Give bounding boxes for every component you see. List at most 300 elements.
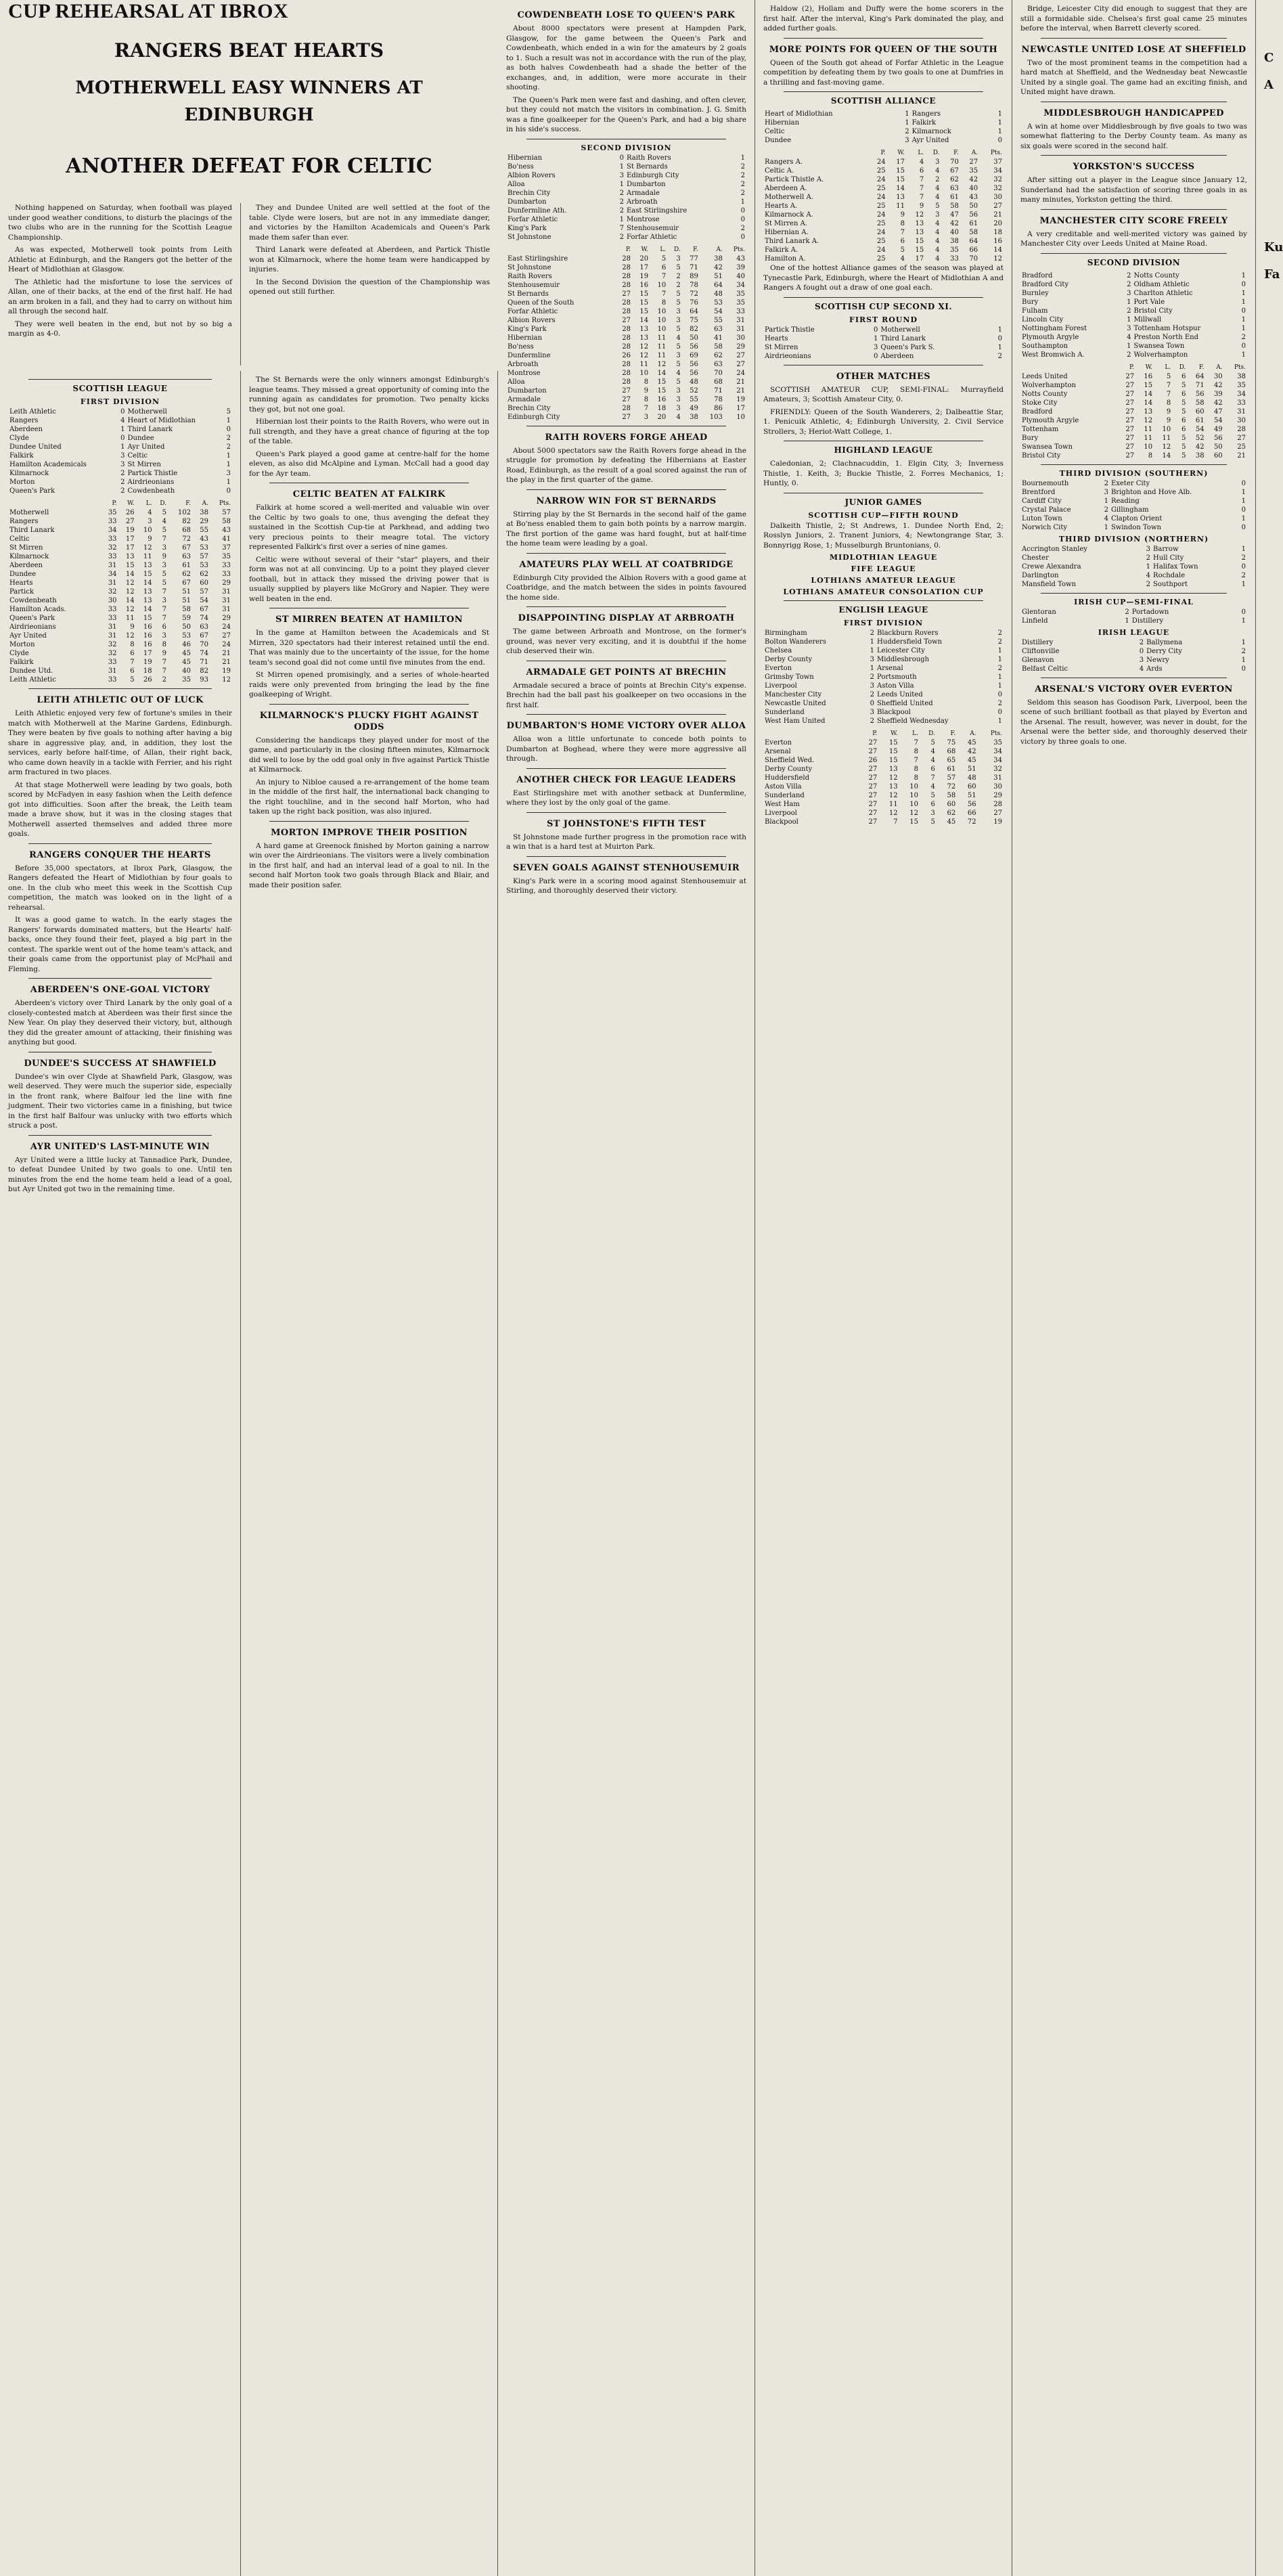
stat-a: 41: [714, 334, 723, 342]
home-score: 1: [120, 443, 125, 451]
stat-f: 71: [1195, 381, 1205, 389]
team-name: Brechin City: [508, 404, 551, 412]
away-team: Aston Villa: [877, 682, 914, 690]
home-team: Accrington Stanley: [1022, 545, 1087, 553]
home-team: Partick Thistle: [765, 326, 815, 334]
results-table: [763, 110, 1004, 145]
stat-f: 61: [1195, 416, 1205, 424]
stat-a: 63: [714, 325, 723, 333]
table-row: [1020, 381, 1247, 390]
team-name: Alloa: [508, 378, 525, 386]
home-team: Belfast Celtic: [1022, 665, 1068, 673]
section-title: HIGHLAND LEAGUE: [834, 445, 933, 455]
home-team: Queen's Park: [9, 487, 55, 495]
stat-a: 53: [714, 298, 723, 307]
table-row: [763, 774, 1004, 782]
away-score: 1: [997, 128, 1002, 135]
stat-f: 56: [690, 342, 698, 351]
stat-d: 3: [162, 544, 167, 552]
team-name: Partick: [9, 588, 34, 596]
stat-d: 5: [1181, 381, 1186, 389]
column-header: L.: [145, 500, 152, 507]
home-score: 1: [874, 334, 878, 342]
stat-l: 5: [1166, 372, 1171, 380]
result-row: [1020, 665, 1247, 673]
home-team: Kilmarnock: [9, 470, 49, 477]
stat-l: 6: [919, 167, 924, 175]
stat-a: 51: [967, 792, 976, 799]
stat-l: 11: [143, 553, 152, 560]
away-team: Cowdenbeath: [127, 487, 175, 495]
stat-f: 67: [182, 579, 191, 587]
away-score: 1: [997, 656, 1002, 663]
stat-w: 12: [125, 606, 135, 613]
stat-p: 27: [868, 801, 878, 808]
stat-a: 63: [714, 360, 723, 368]
table-row: [506, 307, 746, 316]
away-team: East Stirlingshire: [626, 206, 688, 215]
stat-pts: 29: [222, 615, 231, 622]
home-team: Leith Athletic: [9, 408, 56, 416]
article-paragraph: Leith Athletic enjoyed very few of fortune's smiles in their match with Motherwell at the Marine Gardens, Edinburgh. They were beaten by five goals to nothing after having a big share in aggressive play, and, in addition, they lost the services, early before half-time, of Allan, their right back, who came down heavily in a tackle with Ferrier, and his right arm fractured in two places.: [8, 709, 232, 776]
away-team: Falkirk: [911, 119, 937, 127]
result-row: [1020, 324, 1247, 333]
stat-w: 7: [130, 659, 135, 666]
stat-f: 42: [950, 220, 959, 227]
away-score: 1: [1241, 656, 1246, 664]
stat-f: 55: [690, 395, 698, 403]
home-score: 0: [874, 352, 878, 360]
stat-w: 3: [644, 413, 649, 421]
league-table: [8, 499, 232, 684]
home-score: 2: [619, 198, 624, 206]
stat-w: 12: [125, 579, 135, 587]
table-row: [763, 747, 1004, 756]
stat-p: 32: [108, 650, 117, 657]
away-score: 5: [226, 408, 231, 416]
stat-a: 63: [200, 623, 208, 631]
article-paragraph: Alloa won a little unfortunate to concede both points to Dumbarton at Boghead, where they were more aggressive all through.: [506, 735, 746, 763]
table-row: [1020, 399, 1247, 407]
stat-d: 7: [930, 774, 935, 782]
home-score: 3: [619, 171, 624, 179]
stat-f: 51: [182, 588, 191, 596]
article-headline: AYR UNITED'S LAST-MINUTE WIN: [30, 1141, 210, 1152]
stat-w: 19: [639, 272, 649, 280]
home-team: Dunfermline Ath.: [508, 206, 567, 215]
stat-f: 58: [950, 202, 959, 210]
table-row: [506, 263, 746, 272]
table-row: [763, 228, 1004, 237]
lead-paragraph: They and Dundee United are well settled at the foot of the table. Clyde were losers, but are not in any immediate danger, and victories by the Hamilton Academicals and Queen's Park made them safer than ever.: [249, 204, 490, 242]
team-name: Stenhousemuir: [508, 281, 560, 289]
away-team: Millwall: [1133, 315, 1162, 324]
stat-pts: 34: [736, 281, 745, 289]
stat-a: 68: [714, 378, 723, 386]
stat-d: 3: [162, 632, 167, 640]
stat-pts: 30: [1237, 416, 1246, 424]
team-name: Motherwell A.: [765, 194, 813, 201]
stat-pts: 24: [222, 623, 231, 631]
stat-p: 26: [622, 351, 631, 359]
table-row: [8, 526, 232, 535]
stat-w: 6: [130, 667, 135, 675]
results-table: [1020, 479, 1247, 532]
away-score: 2: [1241, 647, 1246, 655]
away-team: Leeds United: [877, 691, 923, 698]
away-score: 0: [1241, 307, 1246, 315]
stat-a: 49: [1213, 425, 1223, 433]
table-row: [763, 184, 1004, 193]
table-row: [8, 552, 232, 561]
home-score: 3: [1104, 488, 1108, 496]
stat-f: 38: [1195, 451, 1205, 460]
section-title: SECOND DIVISION: [1087, 257, 1181, 267]
article-headline: NARROW WIN FOR ST BERNARDS: [536, 495, 717, 506]
result-row: [1020, 333, 1247, 342]
stat-pts: 33: [736, 307, 745, 315]
column-header: D.: [673, 246, 681, 253]
stat-w: 15: [1144, 381, 1153, 389]
section-title: SCOTTISH LEAGUE: [72, 384, 168, 393]
away-score: 1: [226, 479, 231, 486]
header-blank: [1020, 363, 1117, 372]
stat-f: 56: [1195, 390, 1205, 398]
stat-pts: 31: [222, 597, 231, 604]
article-paragraph: Aberdeen's victory over Third Lanark by the only goal of a closely-contested match at Aberdeen was their first since the New Year. On play they deserved their victory, but, although they did the greater amount of attacking, their finishing was anything but good.: [8, 999, 232, 1046]
stat-p: 27: [868, 774, 878, 782]
home-score: 3: [120, 452, 125, 460]
away-team: Arbroath: [626, 198, 658, 206]
team-name: Queen of the South: [508, 298, 575, 307]
stat-f: 62: [182, 571, 191, 578]
league-table: [763, 149, 1004, 263]
table-row: [8, 561, 232, 570]
article-paragraph: A very creditable and well-merited victory was gained by Manchester City over Leeds United at Maine Road.: [1020, 229, 1247, 248]
stat-l: 18: [657, 404, 667, 412]
table-row: [8, 614, 232, 623]
stat-pts: 21: [222, 650, 231, 657]
result-row: [1020, 506, 1247, 514]
lead-paragraph: Third Lanark were defeated at Aberdeen, and Partick Thistle won at Kilmarnock, where the home team were handicapped by injuries.: [249, 246, 490, 273]
team-name: Albion Rovers: [508, 316, 556, 324]
article-paragraph: Hibernian lost their points to the Raith Rovers, who were out in full strength, and they have a great chance of figuring at the top of the table.: [249, 418, 489, 445]
team-name: Leeds United: [1022, 372, 1068, 380]
stat-d: 5: [1181, 443, 1186, 451]
stat-a: 60: [967, 783, 976, 791]
stat-w: 15: [896, 176, 905, 183]
stat-w: 6: [130, 650, 135, 657]
stat-l: 9: [148, 535, 152, 543]
team-name: Aberdeen A.: [765, 185, 807, 192]
stat-pts: 12: [993, 255, 1002, 263]
away-score: 3: [226, 470, 231, 477]
stat-pts: 29: [736, 342, 745, 351]
stat-pts: 27: [993, 809, 1002, 817]
result-row: [763, 682, 1004, 690]
stat-l: 14: [143, 579, 152, 587]
stat-pts: 27: [1237, 434, 1246, 442]
home-score: 2: [905, 128, 909, 135]
stat-d: 4: [935, 238, 940, 245]
table-header: [763, 149, 1004, 158]
away-team: Heart of Midlothian: [127, 417, 196, 424]
stat-l: 10: [909, 792, 918, 799]
division-title: FIRST DIVISION: [843, 619, 924, 627]
stat-f: 40: [950, 229, 959, 236]
result-row: [763, 673, 1004, 682]
table-row: [763, 158, 1004, 166]
stat-f: 42: [1195, 443, 1205, 451]
article-paragraph: Dundee's win over Clyde at Shawfield Park, Glasgow, was well deserved. They were much the superior side, especially in the front rank, where Balfour led the line with fine judgment. Their two victories came in a finishing, but twice in the first half Balfour was unlucky with two efforts which struck a post.: [8, 1072, 232, 1130]
lead-paragraph: Nothing happened on Saturday, when football was played under good weather conditions, to disturb the placings of the two clubs who are in the running for the Scottish League Championship.: [8, 204, 232, 242]
stat-l: 11: [1162, 434, 1171, 442]
column-2: [241, 371, 498, 2576]
team-name: Huddersfield: [765, 774, 809, 782]
stat-a: 70: [969, 255, 978, 263]
stat-pts: 32: [993, 765, 1002, 773]
result-row: [8, 487, 232, 495]
stat-f: 38: [950, 238, 959, 245]
article-paragraph: An injury to Nibloe caused a re-arrangement of the home team in the middle of the first half, the international back changing to the right touchline, and in the second half Morton, who had taken up the right back position, was also injured.: [249, 778, 489, 816]
stat-p: 27: [622, 290, 631, 298]
stat-a: 54: [200, 597, 208, 604]
result-row: [763, 690, 1004, 699]
stat-l: 7: [919, 194, 924, 201]
article-paragraph: Stirring play by the St Bernards in the second half of the game at Bo'ness enabled them to gain both points by a narrow margin. The first portion of the game was hard fought, but at half-time the home team were leading by a goal.: [506, 510, 746, 548]
away-team: Airdrieonians: [127, 479, 175, 486]
stat-w: 12: [888, 774, 898, 782]
article-paragraph: East Stirlingshire met with another setback at Dunfermline, where they lost by the only goal of the game.: [506, 789, 746, 807]
stat-p: 28: [622, 254, 631, 263]
stat-f: 68: [947, 748, 956, 755]
table-row: [506, 360, 746, 369]
away-team: Hull City: [1153, 554, 1184, 562]
stat-pts: 43: [736, 254, 745, 263]
stat-d: 3: [930, 809, 935, 817]
stat-a: 38: [200, 509, 208, 516]
stat-d: 6: [1181, 390, 1186, 398]
away-score: 0: [1241, 280, 1246, 288]
result-row: [1020, 307, 1247, 315]
column-header: A.: [716, 246, 723, 253]
stat-l: 10: [657, 325, 667, 333]
stat-l: 15: [657, 386, 667, 395]
home-score: 2: [1146, 554, 1151, 562]
stat-p: 25: [876, 185, 886, 192]
stat-l: 13: [143, 562, 152, 569]
article-paragraph: One of the hottest Alliance games of the season was played at Tynecastle Park, Edinburgh, where the Heart of Midlothian A and Rangers A fought out a draw of one goal each.: [763, 264, 1004, 292]
result-row: [506, 206, 746, 215]
home-team: Hamilton Academicals: [9, 461, 87, 468]
stat-f: 67: [950, 167, 959, 175]
article-paragraph: The St Bernards were the only winners amongst Edinburgh's league teams. They missed a great opportunity of coming into the running again as candidates for promotion. Two penalty kicks they got, but not one goal.: [249, 376, 489, 414]
result-row: [763, 343, 1004, 352]
table-row: [763, 738, 1004, 747]
article-headline: ANOTHER CHECK FOR LEAGUE LEADERS: [516, 774, 736, 785]
stat-w: 20: [639, 254, 649, 263]
away-team: Celtic: [127, 452, 148, 460]
stat-w: 12: [125, 588, 135, 596]
result-row: [763, 118, 1004, 127]
table-row: [8, 640, 232, 649]
home-score: 0: [1139, 647, 1144, 655]
stat-pts: 27: [993, 202, 1002, 210]
division-title: SECOND DIVISION: [581, 143, 672, 152]
table-row: [506, 378, 746, 386]
away-score: 0: [740, 206, 745, 215]
home-team: Celtic: [765, 128, 785, 135]
subheadline-2: MOTHERWELL EASY WINNERS AT EDINBURGH: [75, 78, 423, 125]
result-row: [1020, 523, 1247, 532]
stat-w: 14: [639, 316, 649, 324]
column-header: A.: [971, 150, 978, 156]
stat-p: 33: [108, 553, 117, 560]
stat-p: 25: [876, 167, 886, 175]
team-name: Kilmarnock: [9, 553, 49, 560]
stat-f: 69: [690, 351, 698, 359]
lead-story-right: [241, 203, 498, 365]
result-row: [763, 646, 1004, 655]
stat-pts: 31: [222, 606, 231, 613]
stat-l: 15: [143, 571, 152, 578]
article-paragraph: At that stage Motherwell were leading by two goals, both scored by McFadyen in easy fashion when the Leith defence got into difficulties. Soon after the break, the Leith team made a brave show, but it was in the closing stages that Motherwell asserted themselves and added three more goals.: [8, 780, 232, 838]
table-row: [1020, 407, 1247, 416]
result-row: [763, 127, 1004, 136]
away-score: 0: [997, 137, 1002, 144]
away-team: Third Lanark: [880, 334, 926, 342]
table-row: [763, 210, 1004, 219]
home-score: 1: [1104, 523, 1108, 531]
away-score: 1: [1241, 580, 1246, 588]
stat-d: 7: [162, 615, 167, 622]
stat-pts: 41: [222, 535, 231, 543]
stat-w: 11: [896, 202, 905, 210]
stat-w: 17: [896, 158, 905, 166]
column-header: P.: [880, 150, 886, 156]
home-team: Brechin City: [508, 189, 551, 197]
stat-a: 82: [200, 667, 208, 675]
result-row: [1020, 608, 1247, 617]
column-header: Pts.: [219, 500, 231, 507]
article-paragraph: About 8000 spectators were present at Hampden Park, Glasgow, for the game between the Queen's Park and Cowdenbeath, which ended in a win for the amateurs by 2 goals to 1. Such a result was not in accordance with the run of the play, as both halves Cowdenbeath had a shade the better of the exchanges, and, in addition, were more accurate in their shooting.: [506, 24, 746, 91]
stat-p: 24: [876, 229, 886, 236]
away-team: Queen's Park S.: [880, 343, 935, 351]
stat-p: 24: [876, 176, 886, 183]
stat-pts: 35: [1237, 381, 1246, 389]
away-score: 1: [1241, 324, 1246, 332]
team-name: Falkirk: [9, 659, 34, 666]
team-name: King's Park: [508, 325, 547, 333]
stat-l: 15: [909, 818, 918, 826]
result-row: [763, 110, 1004, 118]
stat-p: 28: [622, 378, 631, 386]
stat-d: 7: [162, 588, 167, 596]
team-name: Bradford: [1022, 407, 1053, 416]
stat-f: 82: [182, 518, 191, 525]
column-header: P.: [112, 500, 117, 507]
stat-l: 13: [915, 220, 924, 227]
home-team: Plymouth Argyle: [1022, 333, 1079, 341]
column-header: F.: [1198, 363, 1205, 371]
stat-a: 56: [967, 801, 976, 808]
stat-pts: 40: [736, 272, 745, 280]
away-team: Blackburn Rovers: [877, 629, 939, 637]
stat-d: 3: [935, 158, 940, 166]
team-name: Everton: [765, 739, 792, 747]
team-name: Clyde: [9, 650, 29, 657]
table-row: [763, 175, 1004, 184]
stat-f: 59: [182, 615, 191, 622]
stat-w: 15: [896, 167, 905, 175]
stat-d: 3: [162, 562, 167, 569]
stat-d: 5: [1181, 407, 1186, 416]
stat-pts: 24: [736, 369, 745, 377]
stat-l: 11: [657, 334, 667, 342]
stat-d: 7: [162, 659, 167, 666]
stat-d: 2: [676, 272, 681, 280]
home-score: 4: [1146, 571, 1151, 579]
column-4: [755, 0, 1012, 2576]
away-score: 2: [997, 665, 1002, 672]
home-team: Everton: [765, 665, 792, 672]
stat-f: 50: [182, 623, 191, 631]
stat-p: 33: [108, 606, 117, 613]
result-row: [1020, 342, 1247, 351]
away-score: 0: [997, 334, 1002, 342]
stat-w: 17: [125, 535, 135, 543]
table-row: [763, 237, 1004, 246]
stat-l: 15: [915, 238, 924, 245]
table-row: [763, 202, 1004, 210]
table-row: [506, 254, 746, 263]
stat-d: 5: [162, 571, 167, 578]
column-header: L.: [660, 246, 667, 253]
stat-d: 3: [676, 307, 681, 315]
home-team: Linfield: [1022, 617, 1048, 625]
home-team: Bolton Wanderers: [765, 638, 826, 646]
away-team: Kilmarnock: [911, 128, 951, 135]
stat-d: 3: [676, 386, 681, 395]
away-team: Armadale: [626, 189, 660, 197]
result-row: [8, 443, 232, 451]
lead-paragraph: In the Second Division the question of the Championship was opened out still further.: [249, 277, 490, 296]
stat-p: 26: [868, 757, 878, 764]
stat-d: 3: [676, 351, 681, 359]
home-team: Morton: [9, 479, 35, 486]
home-team: King's Park: [508, 224, 547, 232]
stat-pts: 24: [222, 641, 231, 648]
home-team: Chester: [1022, 554, 1049, 562]
stat-w: 17: [125, 544, 135, 552]
stat-p: 27: [868, 818, 878, 826]
stat-d: 8: [162, 641, 167, 648]
stat-w: 12: [888, 809, 898, 817]
away-score: 0: [740, 215, 745, 223]
stat-d: 3: [162, 597, 167, 604]
stat-a: 48: [714, 290, 723, 298]
stat-f: 61: [947, 765, 956, 773]
article-headline: ST MIRREN BEATEN AT HAMILTON: [275, 615, 463, 625]
away-score: 2: [740, 224, 745, 232]
stat-d: 4: [930, 757, 935, 764]
away-score: 0: [740, 233, 745, 241]
table-row: [763, 254, 1004, 263]
stat-a: 51: [967, 765, 976, 773]
result-row: [763, 326, 1004, 334]
header-blank: [8, 499, 101, 508]
home-score: 1: [619, 180, 624, 188]
